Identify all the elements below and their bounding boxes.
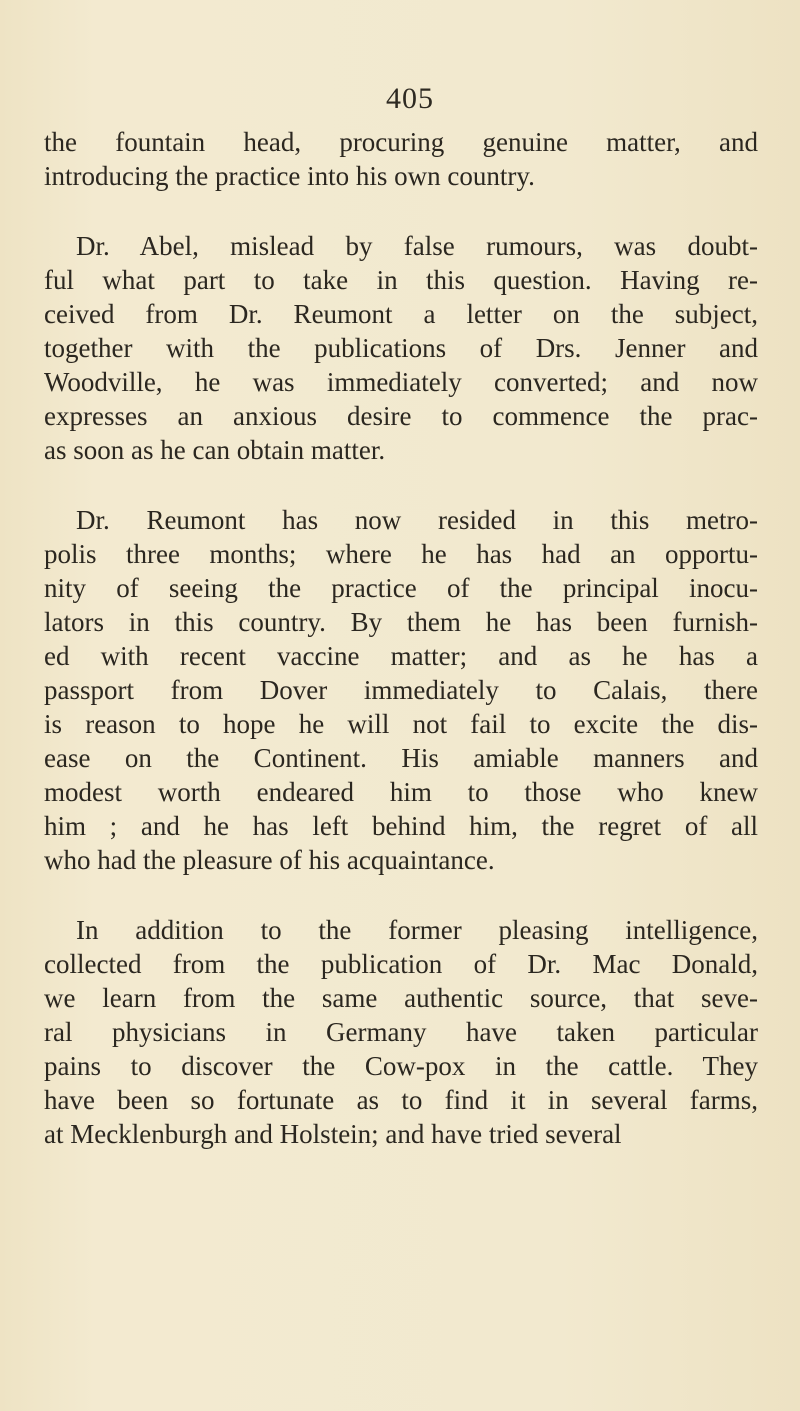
text-line: collected from the publication of Dr. Mac Donald, xyxy=(44,949,758,979)
text-line: pains to discover the Cow-pox in the cattle. They xyxy=(44,1051,758,1081)
text-line: have been so fortunate as to find it in several farms, xyxy=(44,1085,758,1115)
text-line: ful what part to take in this question. Having re- xyxy=(44,265,758,295)
body-text xyxy=(44,125,758,1151)
text-line: In addition to the former pleasing intelligence, xyxy=(76,915,758,945)
text-line: nity of seeing the practice of the principal inocu- xyxy=(44,573,758,603)
text-line: ed with recent vaccine matter; and as he has a xyxy=(44,641,758,671)
text-line: the fountain head, procuring genuine matter, and xyxy=(44,127,758,157)
text-line: him ; and he has left behind him, the regret of all xyxy=(44,811,758,841)
text-line: ral physicians in Germany have taken particular xyxy=(44,1017,758,1047)
text-line: passport from Dover immediately to Calais, there xyxy=(44,675,758,705)
paragraph-gap xyxy=(44,467,758,503)
text-line: who had the pleasure of his acquaintance. xyxy=(44,845,495,875)
text-line: is reason to hope he will not fail to excite the dis- xyxy=(44,709,758,739)
text-line: introducing the practice into his own country. xyxy=(44,161,535,191)
page-number: 405 xyxy=(386,82,434,115)
text-line: lators in this country. By them he has been furnish- xyxy=(44,607,758,637)
text-line: modest worth endeared him to those who knew xyxy=(44,777,758,807)
paragraph-gap xyxy=(44,877,758,913)
paragraph xyxy=(44,229,758,467)
paragraph xyxy=(44,125,758,193)
paragraph xyxy=(44,913,758,1151)
text-line: expresses an anxious desire to commence the prac- xyxy=(44,401,758,431)
text-line: Dr. Abel, mislead by false rumours, was doubt- xyxy=(76,231,758,261)
text-line: as soon as he can obtain matter. xyxy=(44,435,386,465)
text-line: ceived from Dr. Reumont a letter on the subject, xyxy=(44,299,758,329)
paragraph xyxy=(44,503,758,877)
text-line: polis three months; where he has had an opportu- xyxy=(44,539,758,569)
text-line: ease on the Continent. His amiable manners and xyxy=(44,743,758,773)
text-line: at Mecklenburgh and Holstein; and have tried several xyxy=(44,1119,622,1149)
text-line: Dr. Reumont has now resided in this metro- xyxy=(76,505,758,535)
text-line: together with the publications of Drs. Jenner and xyxy=(44,333,758,363)
paragraph-gap xyxy=(44,193,758,229)
text-line: we learn from the same authentic source, that seve- xyxy=(44,983,758,1013)
text-line: Woodville, he was immediately converted; and now xyxy=(44,367,758,397)
